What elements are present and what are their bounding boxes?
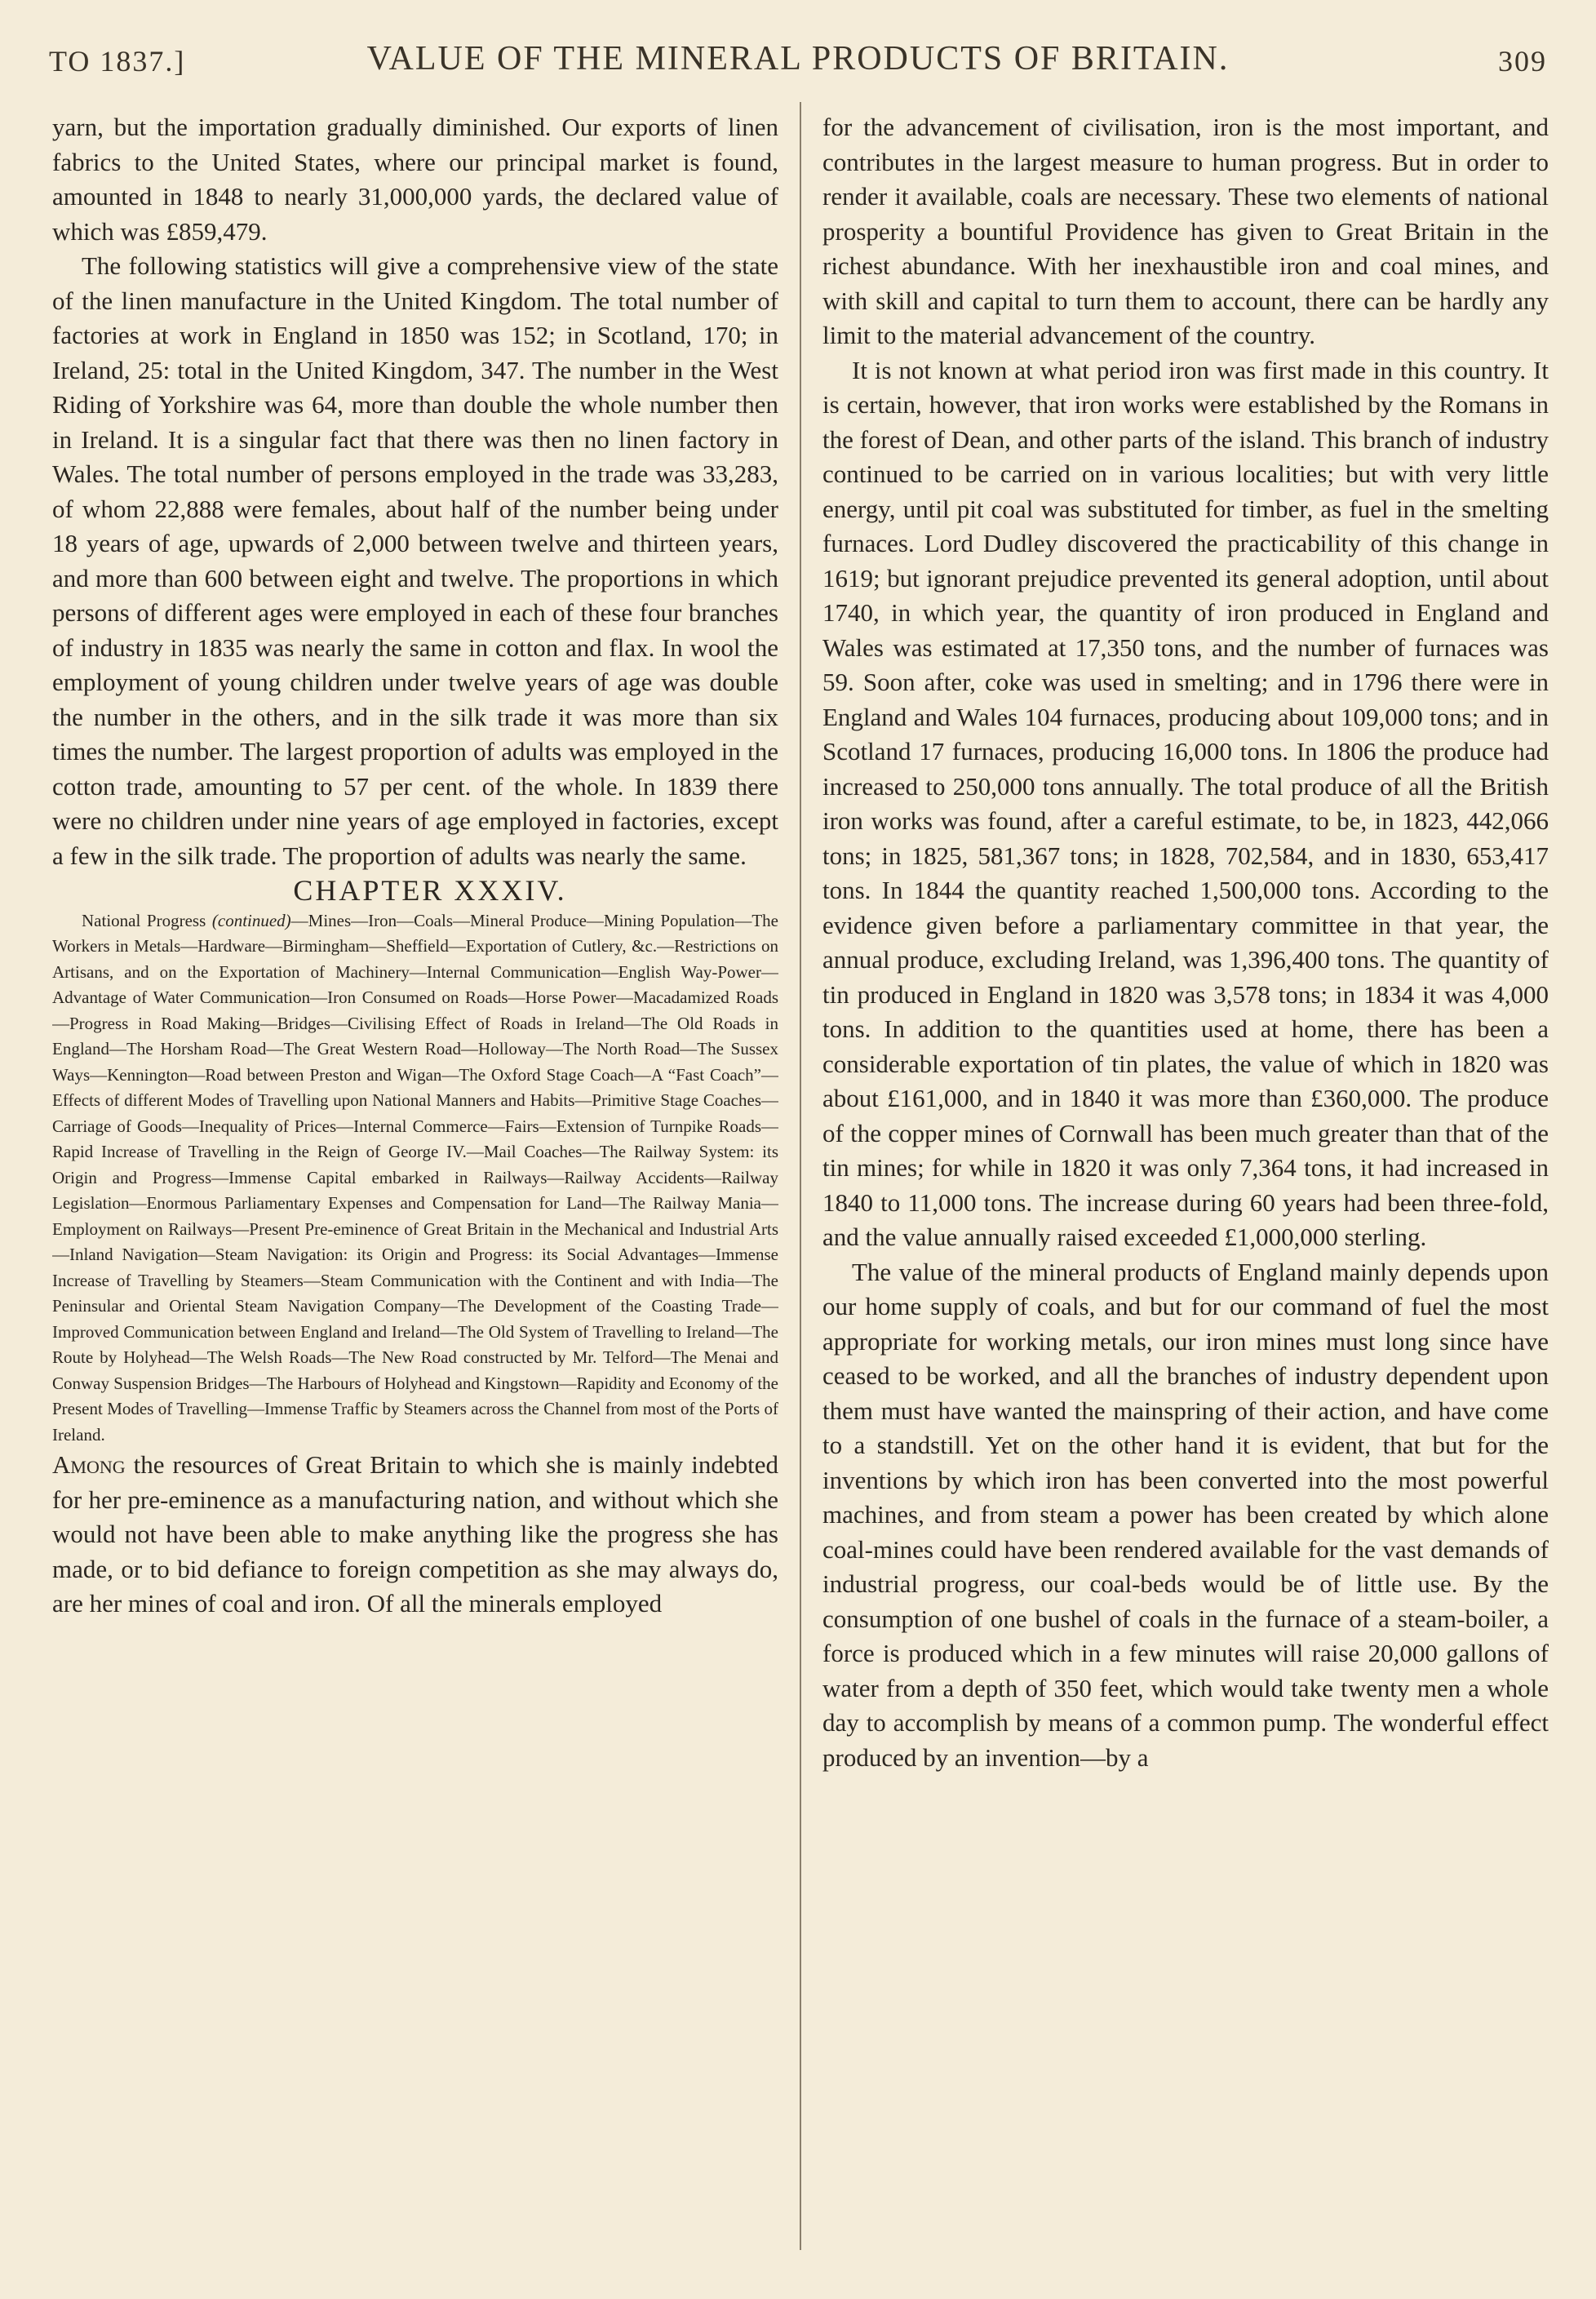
opening-word: Among — [52, 1450, 126, 1479]
column-divider — [800, 102, 801, 2250]
running-header — [49, 36, 1547, 85]
chapter-heading: CHAPTER XXXIV. — [293, 874, 567, 907]
page-number: 309 — [1498, 45, 1547, 78]
right-column — [822, 110, 1549, 2250]
paragraph: It is not known at what period iron was first made in this country. It is certain, however, that iron works were established by the Romans in the forest of Dean, and other parts of the island. This branch of industry continued to be carried on in various localities; but with very little energy, until pit coal was substituted for timber, as fuel in the smelting furnaces. Lord Dudley discovered the practicability of this change in 1619; but ignorant prejudice prevented its general adoption, until about 1740, in which year, the quantity of iron produced in England and Wales was estimated at 17,350 tons, and the number of furnaces was 59. Soon after, coke was used in smelting; and in 1796 there were in England and Wales 104 furnaces, producing about 109,000 tons; and in Scotland 17 furnaces, producing 16,000 tons. In 1806 the produce had increased to 250,000 tons annually. The total produce of all the British iron works was found, after a careful estimate, to be, in 1823, 442,066 tons; in 1825, 581,367 tons; in 1828, 702,584, and in 1830, 653,417 tons. In 1844 the quantity reached 1,500,000 tons. According to the evidence given before a parliamentary committee in that year, the annual produce, excluding Ireland, was 1,396,400 tons. The quantity of tin produced in England in 1820 was 3,578 tons; in 1834 it was 4,000 tons. In addition to the quantities used at home, there has been a considerable exportation of tin plates, the value of which in 1820 was about £161,000, and in 1840 it was more than £360,000. The produce of the copper mines of Cornwall has been much greater than that of the tin mines; for while in 1820 it was only 7,364 tons, it had increased in 1840 to 11,000 tons. The increase during 60 years had been three-fold, and the value annually raised exceeded £1,000,000 sterling. — [822, 355, 1549, 1251]
paragraph: for the advancement of civilisation, iron is the most important, and contributes in the largest measure to human progress. But in order to render it available, coals are necessary. These two elements of national prosperity a bountiful Providence has given to Great Britain in the richest abundance. With her inexhaustible iron and coal mines, and with skill and capital to turn them to account, there can be hardly any limit to the material advancement of the country. — [822, 113, 1549, 349]
synopsis-continued: (continued) — [211, 910, 291, 930]
paragraph-text: the resources of Great Britain to which she is mainly indebted for her pre-eminence as a manufacturing nation, and without which she would not have been able to make anything like the progress she has made, or to bid defiance to foreign competition as she may always do, are her mines of coal and iron. Of all the minerals employed — [52, 1450, 778, 1618]
left-column — [52, 110, 778, 2250]
synopsis-body: —Mines—Iron—Coals—Mineral Produce—Mining Population—The Workers in Metals—Hardware—Birmingham—Sheffield—Exportation of Cutlery, &c.—Restrictions on Artisans, and on the Exportation of Machinery—Internal Communication—English Way-Power—Advantage of Water Communication—Iron Consumed on Roads—Horse Power—Macadamized Roads—Progress in Road Making—Bridges—Civilising Effect of Roads in Ireland—The Old Roads in England—The Horsham Road—The Great Western Road—Holloway—The North Road—The Sussex Ways—Kennington—Road between Preston and Wigan—The Oxford Stage Coach—A “Fast Coach”—Effects of different Modes of Travelling upon National Manners and Habits—Primitive Stage Coaches—Carriage of Goods—Inequality of Prices—Internal Commerce—Fairs—Extension of Turnpike Roads—Rapid Increase of Travelling in the Reign of George IV.—Mail Coaches—The Railway System: its Origin and Progress—Immense Capital embarked in Railways—Railway Accidents—Railway Legislation—Enormous Parliamentary Expenses and Compensation for Land—The Railway Mania—Employment on Railways—Present Pre-eminence of Great Britain in the Mechanical and Industrial Arts—Inland Navigation—Steam Navigation: its Origin and Progress: its Social Advantages—Immense Increase of Travelling by Steamers—Steam Communication with the Continent and with India—The Peninsular and Oriental Steam Navigation Company—The Development of the Coasting Trade—Improved Communication between England and Ireland—The Old System of Travelling to Ireland—The Route by Holyhead—The Welsh Roads—The New Road constructed by Mr. Telford—The Menai and Conway Suspension Bridges—The Harbours of Holyhead and Kingstown—Rapidity and Economy of the Present Modes of Travelling—Immense Traffic by Steamers across the Channel from most of the Ports of Ireland. — [52, 910, 778, 1445]
paragraph: The value of the mineral products of England mainly depends upon our home supply of coals, and but for our command of fuel the most appropriate for working metals, our iron mines must long since have ceased to be worked, and all the branches of industry dependent upon them must have wanted the mainspring of their action, and have come to a standstill. Yet on the other hand it is evident, that but for the inventions by which iron has been converted into the most powerful machines, and from steam a power has been created by which alone coal-mines could have been rendered available for the vast demands of industrial progress, our coal-beds would be of little use. By the consumption of one bushel of coals in the furnace of a steam-boiler, a force is produced which in a few minutes will raise 20,000 gallons of water from a depth of 350 feet, which would take twenty men a whole day to accomplish by means of a common pump. The wonderful effect produced by an invention—by a — [822, 1257, 1549, 1772]
header-date-range: TO 1837.] — [49, 45, 186, 78]
paragraph — [52, 1448, 778, 1622]
synopsis-lead: National Progress — [82, 910, 212, 930]
page-title: VALUE OF THE MINERAL PRODUCTS OF BRITAIN. — [366, 40, 1230, 78]
paragraph: yarn, but the importation gradually diminished. Our exports of linen fabrics to the United States, where our principal market is found, amounted in 1848 to nearly 31,000,000 yards, the declared value of which was £859,479. — [52, 113, 778, 246]
paragraph: The following statistics will give a comprehensive view of the state of the linen manufacture in the United Kingdom. The total number of factories at work in England in 1850 was 152; in Scotland, 170; in Ireland, 25: total in the United Kingdom, 347. The number in the West Riding of Yorkshire was 64, more than double the whole number then in Ireland. It is a singular fact that there was then no linen factory in Wales. The total number of persons employed in the trade was 33,283, of whom 22,888 were females, about half of the number being under 18 years of age, upwards of 2,000 between twelve and thirteen years, and more than 600 between eight and twelve. The proportions in which persons of different ages were employed in each of these four branches of industry in 1835 was nearly the same in cotton and flax. In wool the employment of young children under twelve years of age was double the number in the others, and in the silk trade it was more than six times the number. The largest proportion of adults was employed in the cotton trade, amounting to 57 per cent. of the whole. In 1839 there were no children under nine years of age employed in factories, except a few in the silk trade. The proportion of adults was nearly the same. — [52, 251, 778, 870]
chapter-synopsis — [52, 908, 778, 1449]
